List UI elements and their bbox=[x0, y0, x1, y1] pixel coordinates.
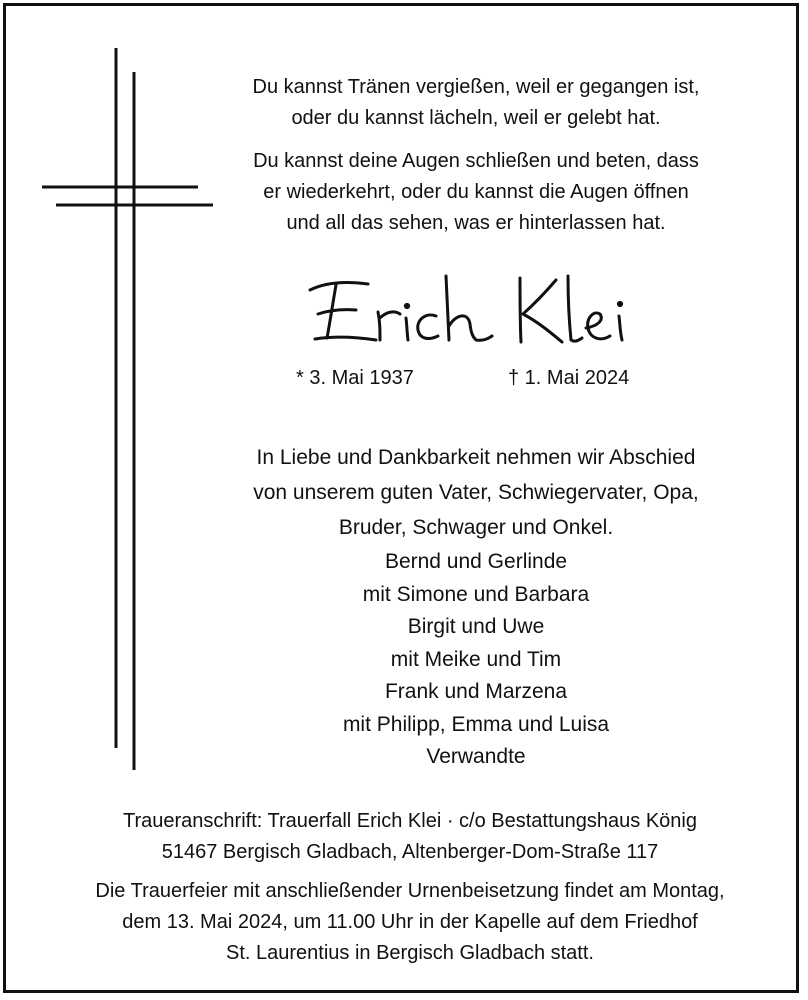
mourners-list bbox=[276, 546, 676, 774]
notice-frame bbox=[3, 3, 799, 993]
death-date: † 1. Mai 2024 bbox=[508, 367, 630, 389]
farewell-text bbox=[206, 440, 746, 545]
mourner-entry: Bernd und Gerlinde bbox=[384, 550, 568, 573]
poem-line: er wiederkehrt, oder du kannst die Augen öffnen bbox=[263, 181, 689, 203]
poem-line: und all das sehen, was er hinterlassen hat. bbox=[286, 212, 666, 234]
poem-line: Du kannst Tränen vergießen, weil er gegangen ist, bbox=[252, 76, 700, 98]
funeral-service-info bbox=[26, 876, 794, 969]
birth-date: * 3. Mai 1937 bbox=[296, 367, 414, 389]
poem-stanza-1 bbox=[206, 72, 746, 134]
mourner-entry: Verwandte bbox=[426, 745, 526, 768]
mourning-address bbox=[26, 806, 794, 868]
handwritten-name-signature bbox=[306, 270, 646, 350]
service-line: St. Laurentius in Bergisch Gladbach statt. bbox=[226, 942, 594, 964]
poem-stanza-2 bbox=[206, 146, 746, 239]
farewell-line: von unserem guten Vater, Schwiegervater, Opa, bbox=[253, 481, 699, 504]
farewell-line: In Liebe und Dankbarkeit nehmen wir Abschied bbox=[256, 446, 696, 469]
poem-line: Du kannst deine Augen schließen und beten, dass bbox=[253, 150, 699, 172]
double-line-cross-icon bbox=[6, 6, 236, 786]
mourner-entry: mit Meike und Tim bbox=[390, 647, 562, 671]
mourner-entry: mit Philipp, Emma und Luisa bbox=[342, 712, 610, 736]
service-line: Die Trauerfeier mit anschließender Urnenbeisetzung findet am Montag, bbox=[95, 880, 725, 902]
poem-line: oder du kannst lächeln, weil er gelebt hat. bbox=[291, 107, 661, 129]
service-line: dem 13. Mai 2024, um 11.00 Uhr in der Kapelle auf dem Friedhof bbox=[122, 911, 698, 933]
farewell-line: Bruder, Schwager und Onkel. bbox=[338, 516, 614, 539]
mourner-entry: Birgit und Uwe bbox=[407, 615, 545, 638]
address-line: Traueranschrift: Trauerfall Erich Klei · c/o Bestattungshaus König bbox=[123, 810, 697, 832]
address-line: 51467 Bergisch Gladbach, Altenberger-Dom-Straße 117 bbox=[161, 841, 659, 863]
mourner-entry: Frank und Marzena bbox=[384, 680, 568, 703]
mourner-entry: mit Simone und Barbara bbox=[362, 582, 590, 606]
